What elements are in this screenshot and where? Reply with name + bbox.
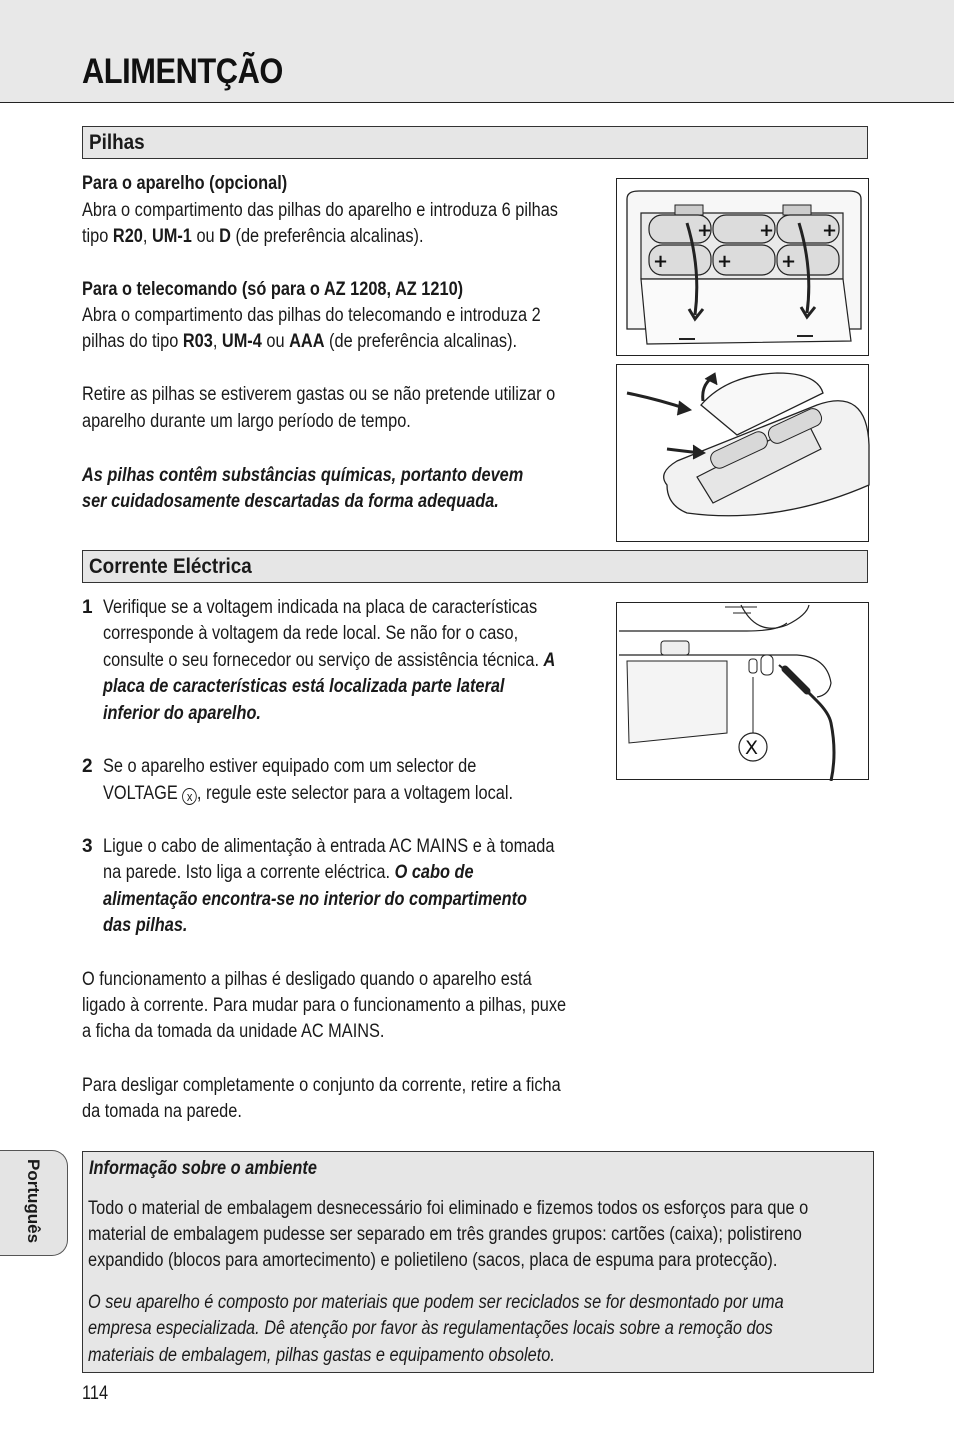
body-line: placa de características está localizada parte lateral	[103, 676, 505, 697]
plus-sign: +	[759, 220, 775, 241]
remote-battery-illustration	[616, 364, 869, 542]
body-line: tipo R20, UM-1 ou D (de preferência alcalinas).	[82, 226, 424, 247]
section-heading-corrente	[82, 550, 868, 583]
body-line: alimentação encontra-se no interior do compartimento	[103, 889, 528, 910]
body-line: Ligue o cabo de alimentação à entrada AC MAINS e à tomada	[103, 836, 555, 857]
info-line: Todo o material de embalagem desnecessário foi eliminado e fizemos todos os esforços para que o	[88, 1198, 809, 1219]
body-line: corresponde à voltagem da rede local. Se não for o caso,	[103, 623, 519, 644]
plus-sign: +	[717, 251, 733, 272]
page-number: 114	[82, 1383, 109, 1404]
battery-compartment-illustration	[616, 178, 869, 356]
body-line: Se o aparelho estiver equipado com um selector de	[103, 756, 477, 777]
subheading-device: Para o aparelho (opcional)	[82, 173, 288, 194]
info-line: empresa especializada. Dê atenção por favor às regulamentações locais sobre a remoção dos	[88, 1318, 773, 1339]
language-tab	[0, 1150, 68, 1256]
body-line: O funcionamento a pilhas é desligado quando o aparelho está	[82, 969, 532, 990]
body-line: na parede. Isto liga a corrente eléctrica. O cabo de	[103, 862, 474, 883]
plus-sign: +	[697, 220, 713, 241]
voltage-selector-symbol: x	[182, 788, 197, 805]
body-line: das pilhas.	[103, 915, 188, 936]
info-line: O seu aparelho é composto por materiais que podem ser reciclados se for desmontado por uma	[88, 1292, 784, 1313]
body-line: pilhas do tipo R03, UM-4 ou AAA (de preferência alcalinas).	[82, 331, 518, 352]
section-heading-pilhas	[82, 126, 868, 159]
body-line: da tomada na parede.	[82, 1101, 242, 1122]
body-line: consulte o seu fornecedor ou serviço de assistência técnica. A	[103, 650, 556, 671]
voltage-selector-label: X	[745, 737, 759, 759]
ac-mains-illustration	[616, 602, 869, 780]
section-heading-text: Pilhas	[89, 131, 145, 154]
info-line: materiais de embalagem, pilhas gastas e equipamento obsoleto.	[88, 1345, 555, 1366]
warning-line: ser cuidadosamente descartadas da forma adequada.	[82, 491, 499, 512]
subheading-remote: Para o telecomando (só para o AZ 1208, AZ 1210)	[82, 279, 464, 300]
body-line: VOLTAGE x , regule este selector para a voltagem local.	[103, 783, 514, 804]
step-number: 1	[82, 597, 93, 618]
body-line: Retire as pilhas se estiverem gastas ou se não pretende utilizar o	[82, 384, 556, 405]
page-title: ALIMENTÇÃO	[82, 52, 283, 91]
body-line: Abra o compartimento das pilhas do aparelho e introduza 6 pilhas	[82, 200, 558, 221]
info-line: material de embalagem pudesse ser separado em três grandes grupos: cartões (caixa); polistireno	[88, 1224, 802, 1245]
body-line: Verifique se a voltagem indicada na placa de características	[103, 597, 538, 618]
body-line: inferior do aparelho.	[103, 703, 261, 724]
body-line: ligado à corrente. Para mudar para o funcionamento a pilhas, puxe	[82, 995, 567, 1016]
body-line: a ficha da tomada da unidade AC MAINS.	[82, 1021, 385, 1042]
body-line: aparelho durante um largo período de tempo.	[82, 411, 411, 432]
section-heading-text: Corrente Eléctrica	[89, 555, 252, 578]
info-box-heading: Informação sobre o ambiente	[89, 1158, 317, 1179]
language-tab-label: Português	[24, 1159, 43, 1244]
plus-sign: +	[781, 251, 797, 272]
body-line: Para desligar completamente o conjunto da corrente, retire a ficha	[82, 1075, 561, 1096]
info-line: expandido (blocos para amortecimento) e polietileno (sacos, placa de espuma para protecção).	[88, 1250, 778, 1271]
plus-sign: +	[653, 251, 669, 272]
warning-line: As pilhas contêm substâncias químicas, portanto devem	[82, 465, 524, 486]
step-number: 2	[82, 756, 93, 777]
plus-sign: +	[822, 220, 838, 241]
step-number: 3	[82, 836, 93, 857]
body-line: Abra o compartimento das pilhas do telecomando e introduza 2	[82, 305, 541, 326]
